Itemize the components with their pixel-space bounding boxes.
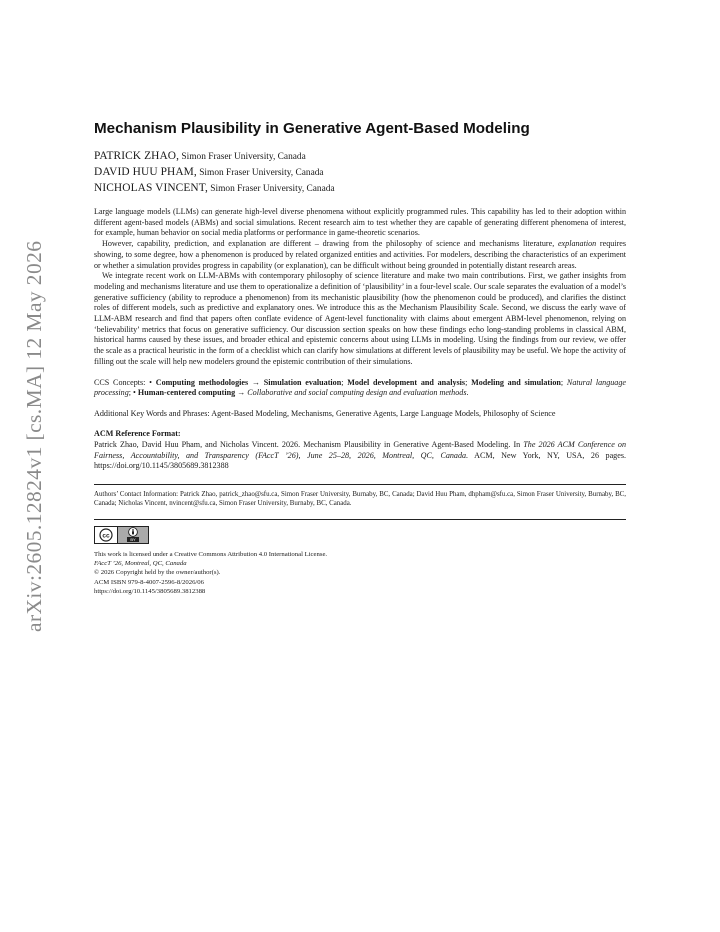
arxiv-identifier-sidebar: arXiv:2605.12824v1 [cs.MA] 12 May 2026 bbox=[22, 240, 46, 632]
author-name: NICHOLAS VINCENT, bbox=[94, 182, 208, 194]
reference-text: Patrick Zhao, David Huu Pham, and Nicholas Vincent. 2026. Mechanism Plausibility in Generative Agent-Based Modeling. In bbox=[94, 439, 524, 449]
abstract-paragraph-3: We integrate recent work on LLM-ABMs with contemporary philosophy of science literature and make two main contributions. First, we gather insights from modeling and mechanisms literature and use them to operationalize a definition of ‘plausibility’ in a four-level scale. Our scale separates the evaluation of a model’s generative sufficiency (ability to reproduce a phenomenon) from its mechanistic plausibility (how the phenomenon could be produced), and clarifies the distinct roles of different models, such as predictive and explanatory ones. We introduce this as the Mechanism Plausibility Scale. Second, we discuss the early wave of LLM-ABM research and find that papers often conflate evidence of Agent-level functionality with claims about emergent ABM-level phenomenon, relying on ‘believability’ metrics that focus on generative sufficiency. Our discussion section speaks on how these findings echo long-standing problems in classical ABM, historical harms caused by these issues, and broader ethical and epistemic concerns about using LLMs in modeling. Using the findings from our review, we offer the scale as a practical heuristic in the form of a checklist which can clarify how simulations at different levels of plausibility may be useful. We hope the activity of filling out the scale will help new modelers ground the epistemic contribution of their simulations. bbox=[94, 271, 626, 366]
author-entry bbox=[94, 149, 626, 165]
paper-title: Mechanism Plausibility in Generative Agent-Based Modeling bbox=[94, 120, 530, 137]
reference-venue: The 2026 ACM Conference on Fairness, Accountability, and Transparency (FAccT ’26), June 25–28, 2026, Montreal, QC, Canada. bbox=[94, 439, 627, 460]
reference-citation bbox=[94, 440, 626, 472]
cc-glyph: cc bbox=[102, 531, 110, 539]
license-block bbox=[94, 519, 626, 597]
author-entry bbox=[94, 165, 626, 181]
ccs-concept: Modeling and simulation bbox=[471, 377, 561, 387]
doi-link[interactable]: https://doi.org/10.1145/3805689.3812388 bbox=[94, 588, 206, 596]
author-list bbox=[94, 149, 626, 197]
reference-heading: ACM Reference Format: bbox=[94, 429, 181, 439]
abstract-text: requires showing, to some degree, how a phenomenon is produced by related organized entities and activities. For modelers, describing the characteristics of an experiment or whether a simulation provides progress in capability (or explanation), can be difficult without being grounded in potentially distant research areas. bbox=[94, 239, 627, 270]
ccs-lead: CCS Concepts: • bbox=[94, 377, 156, 387]
author-entry bbox=[94, 181, 626, 197]
ccs-concepts bbox=[94, 378, 626, 399]
license-statement: This work is licensed under a Creative Commons Attribution 4.0 International License. bbox=[94, 550, 328, 558]
ccs-separator: ; bbox=[560, 377, 567, 387]
keywords: Additional Key Words and Phrases: Agent-Based Modeling, Mechanisms, Generative Agents, Large Language Models, Philosophy of Science bbox=[94, 408, 556, 418]
ccs-subconcept: Collaborative and social computing design and evaluation methods bbox=[247, 388, 467, 398]
author-affiliation: Simon Fraser University, Canada bbox=[179, 152, 306, 162]
isbn-line: ACM ISBN 979-8-4007-2596-8/2026/06 bbox=[94, 578, 204, 586]
divider bbox=[94, 519, 626, 520]
author-contact-info: Authors’ Contact Information: Patrick Zhao, patrick_zhao@sfu.ca, Simon Fraser University, Burnaby, BC, Canada; David Huu Pham, dhpham@sfu.ca, Simon Fraser University, Burnaby, BC, Canada; Nicholas Vincent, nvincent@sfu.ca, Simon Fraser University, Burnaby, BC, Canada. bbox=[94, 490, 626, 508]
author-name: PATRICK ZHAO, bbox=[94, 150, 180, 162]
divider bbox=[94, 484, 626, 485]
ccs-end: . bbox=[466, 388, 469, 398]
abstract-emphasis: explanation bbox=[557, 239, 597, 249]
abstract bbox=[94, 207, 626, 368]
ccs-concept: Model development and analysis bbox=[347, 377, 466, 387]
author-affiliation: Simon Fraser University, Canada bbox=[207, 184, 335, 194]
ccs-separator: ; bbox=[341, 377, 348, 387]
copyright-line: © 2026 Copyright held by the owner/author(s). bbox=[94, 569, 221, 577]
ccs-separator: ; bbox=[465, 377, 472, 387]
abstract-text: However, capability, prediction, and explanation are different – drawing from the philosophy of science and mechanisms literature, bbox=[102, 239, 558, 249]
license-details bbox=[94, 550, 626, 597]
abstract-paragraph-1: Large language models (LLMs) can generate high-level diverse phenomena without explicitly programmed rules. This capability has led to their adoption within different agent-based models (ABMs) and social simulations. Recent research aim to test whether they are capable of generating different phenomena of interest, for example, human behavior on social media platforms or performance in game-theoretic scenarios. bbox=[94, 207, 626, 238]
acm-reference-format bbox=[94, 429, 626, 471]
conference-line: FAccT ’26, Montreal, QC, Canada bbox=[94, 559, 187, 567]
paper-first-page bbox=[94, 118, 626, 597]
ccs-concept: Computing methodologies → Simulation evaluation bbox=[155, 377, 342, 387]
by-label: BY bbox=[127, 537, 138, 542]
ccs-subconcept: Natural language processing bbox=[94, 377, 626, 398]
cc-icon bbox=[95, 527, 118, 543]
ccs-separator: ; • bbox=[128, 388, 138, 398]
author-name: DAVID HUU PHAM, bbox=[94, 166, 197, 178]
abstract-paragraph-2 bbox=[94, 239, 626, 271]
ccs-concept: Human-centered computing → bbox=[137, 388, 246, 398]
reference-text: ACM, New York, NY, USA, 26 pages. https://doi.org/10.1145/3805689.3812388 bbox=[94, 450, 626, 471]
author-affiliation: Simon Fraser University, Canada bbox=[196, 168, 324, 178]
by-icon bbox=[118, 527, 148, 543]
cc-by-license-badge[interactable] bbox=[94, 526, 149, 544]
